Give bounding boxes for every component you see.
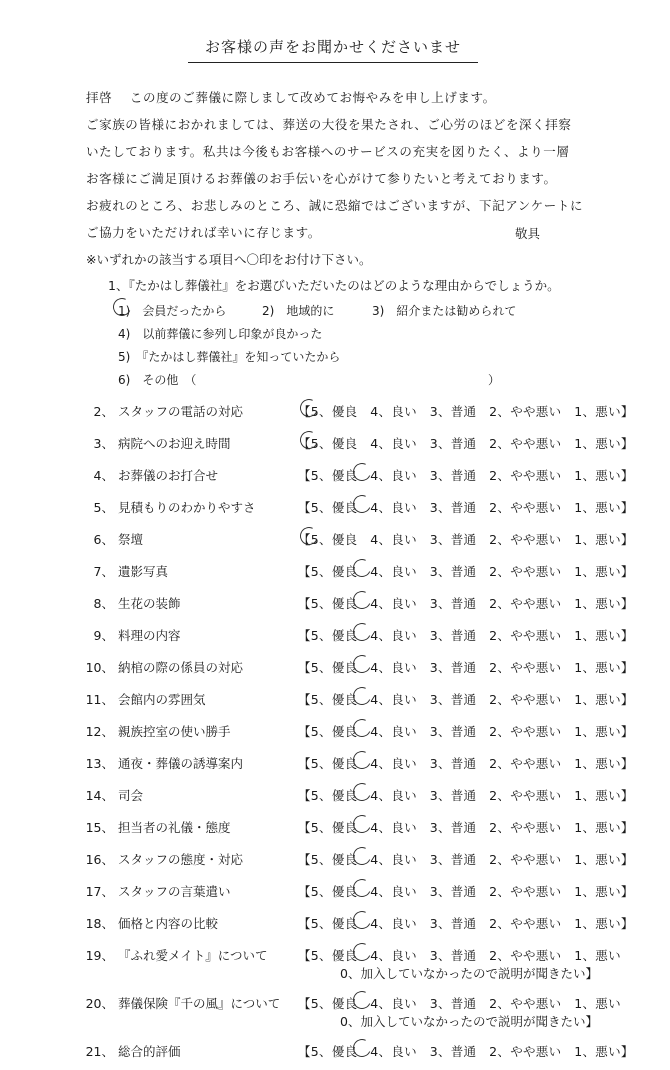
rating-scale[interactable]: 【5、優良 4、良い 3、普通 2、やや悪い 1、悪い】 — [298, 660, 634, 675]
rating-scale[interactable]: 【5、優良 4、良い 3、普通 2、やや悪い 1、悪い】 — [298, 564, 634, 579]
closing-word: 敬具 — [515, 226, 541, 241]
rating-scale[interactable]: 【5、優良 4、良い 3、普通 2、やや悪い 1、悪い】 — [298, 436, 634, 451]
rating-scale[interactable]: 【5、優良 4、良い 3、普通 2、やや悪い 1、悪い】 — [298, 724, 634, 739]
rating-scale[interactable]: 【5、優良 4、良い 3、普通 2、やや悪い 1、悪い】 — [298, 884, 634, 899]
question-label: 納棺の際の係員の対応 — [118, 660, 244, 675]
rating-scale[interactable]: 【5、優良 4、良い 3、普通 2、やや悪い 1、悪い】 — [298, 692, 634, 707]
rating-scale[interactable]: 【5、優良 4、良い 3、普通 2、やや悪い 1、悪い】 — [298, 468, 634, 483]
question-number: 6、 — [93, 532, 114, 547]
instruction-text: ※いずれかの該当する項目へ〇印をお付け下さい。 — [86, 252, 372, 267]
question-label: 病院へのお迎え時間 — [118, 436, 231, 451]
greeting-line: いたしております。私共は今後もお客様へのサービスの充実を図りたく、より一層 — [86, 144, 570, 159]
question-label: 司会 — [118, 788, 144, 803]
question-number: 14、 — [85, 788, 114, 803]
question-label: スタッフの言葉遣い — [118, 884, 231, 899]
rating-scale[interactable]: 【5、優良 4、良い 3、普通 2、やや悪い 1、悪い】 — [298, 628, 634, 643]
question-number: 3、 — [93, 436, 114, 451]
question-label: 親族控室の使い勝手 — [118, 724, 231, 739]
greeting-line: ご家族の皆様におかれましては、葬送の大役を果たされ、ご心労のほどを深く拝察 — [86, 117, 572, 132]
question-label: 見積もりのわかりやすさ — [118, 500, 256, 515]
question-label: 『ふれ愛メイト』について — [118, 948, 268, 963]
greeting-line: お客様にご満足頂けるお葬儀のお手伝いを心がけて参りたいと考えております。 — [86, 171, 557, 186]
question-label: 生花の装飾 — [118, 596, 181, 611]
question-number: 5、 — [93, 500, 114, 515]
question-number: 11、 — [85, 692, 114, 707]
question-number: 2、 — [93, 404, 114, 419]
rating-scale[interactable]: 【5、優良 4、良い 3、普通 2、やや悪い 1、悪い — [298, 996, 621, 1011]
rating-scale[interactable]: 【5、優良 4、良い 3、普通 2、やや悪い 1、悪い】 — [298, 532, 634, 547]
greeting-line: お疲れのところ、お悲しみのところ、誠に恐縮ではございますが、下記アンケートに — [86, 198, 584, 213]
question-number: 9、 — [93, 628, 114, 643]
rating-scale[interactable]: 【5、優良 4、良い 3、普通 2、やや悪い 1、悪い】 — [298, 788, 634, 803]
question-label: スタッフの電話の対応 — [118, 404, 244, 419]
q1-option[interactable]: 2) 地域的に — [262, 304, 335, 318]
question-label: 総合的評価 — [118, 1044, 181, 1059]
question-number: 17、 — [85, 884, 114, 899]
rating-scale[interactable]: 【5、優良 4、良い 3、普通 2、やや悪い 1、悪い】 — [298, 916, 634, 931]
page-title: お客様の声をお聞かせくださいませ — [188, 36, 478, 63]
question-label: 価格と内容の比較 — [118, 916, 219, 931]
question-label: 通夜・葬儀の誘導案内 — [118, 756, 244, 771]
q1-option[interactable]: 3) 紹介または勧められて — [372, 304, 517, 318]
greeting-line: ご協力をいただければ幸いに存じます。 — [86, 225, 321, 240]
q1-option[interactable]: 4) 以前葬儀に参列し印象が良かった — [118, 327, 323, 341]
rating-scale-extra[interactable]: 0、加入していなかったので説明が聞きたい】 — [340, 966, 598, 981]
question-number: 7、 — [93, 564, 114, 579]
question-number: 19、 — [85, 948, 114, 963]
question-number: 16、 — [85, 852, 114, 867]
question-1-text: 1、『たかはし葬儀社』をお選びいただいたのはどのような理由からでしょうか。 — [108, 278, 560, 293]
question-label: 祭壇 — [118, 532, 144, 547]
question-label: 葬儀保険『千の風』について — [118, 996, 281, 1011]
question-number: 18、 — [85, 916, 114, 931]
question-number: 8、 — [93, 596, 114, 611]
rating-scale[interactable]: 【5、優良 4、良い 3、普通 2、やや悪い 1、悪い】 — [298, 1044, 634, 1059]
q1-option[interactable]: 1) 会員だったから — [118, 304, 227, 318]
question-number: 4、 — [93, 468, 114, 483]
question-label: 料理の内容 — [118, 628, 181, 643]
question-label: お葬儀のお打合せ — [118, 468, 219, 483]
rating-scale[interactable]: 【5、優良 4、良い 3、普通 2、やや悪い 1、悪い】 — [298, 596, 634, 611]
rating-scale[interactable]: 【5、優良 4、良い 3、普通 2、やや悪い 1、悪い — [298, 948, 621, 963]
question-number: 21、 — [85, 1044, 114, 1059]
q1-option[interactable]: 6) その他 （ — [118, 373, 197, 387]
question-number: 12、 — [85, 724, 114, 739]
rating-scale[interactable]: 【5、優良 4、良い 3、普通 2、やや悪い 1、悪い】 — [298, 820, 634, 835]
greeting-line: 拝啓 この度のご葬儀に際しまして改めてお悔やみを申し上げます。 — [86, 90, 496, 105]
question-label: 担当者の礼儀・態度 — [118, 820, 231, 835]
question-number: 10、 — [85, 660, 114, 675]
q1-option[interactable]: 5) 『たかはし葬儀社』を知っていたから — [118, 350, 341, 364]
question-number: 20、 — [85, 996, 114, 1011]
rating-scale[interactable]: 【5、優良 4、良い 3、普通 2、やや悪い 1、悪い】 — [298, 500, 634, 515]
rating-scale[interactable]: 【5、優良 4、良い 3、普通 2、やや悪い 1、悪い】 — [298, 852, 634, 867]
rating-scale[interactable]: 【5、優良 4、良い 3、普通 2、やや悪い 1、悪い】 — [298, 404, 634, 419]
q1-close-paren: ） — [488, 373, 501, 387]
rating-scale-extra[interactable]: 0、加入していなかったので説明が聞きたい】 — [340, 1014, 598, 1029]
rating-scale[interactable]: 【5、優良 4、良い 3、普通 2、やや悪い 1、悪い】 — [298, 756, 634, 771]
question-label: スタッフの態度・対応 — [118, 852, 244, 867]
question-label: 会館内の雰囲気 — [118, 692, 206, 707]
question-label: 遺影写真 — [118, 564, 169, 579]
question-number: 13、 — [85, 756, 114, 771]
question-number: 15、 — [85, 820, 114, 835]
